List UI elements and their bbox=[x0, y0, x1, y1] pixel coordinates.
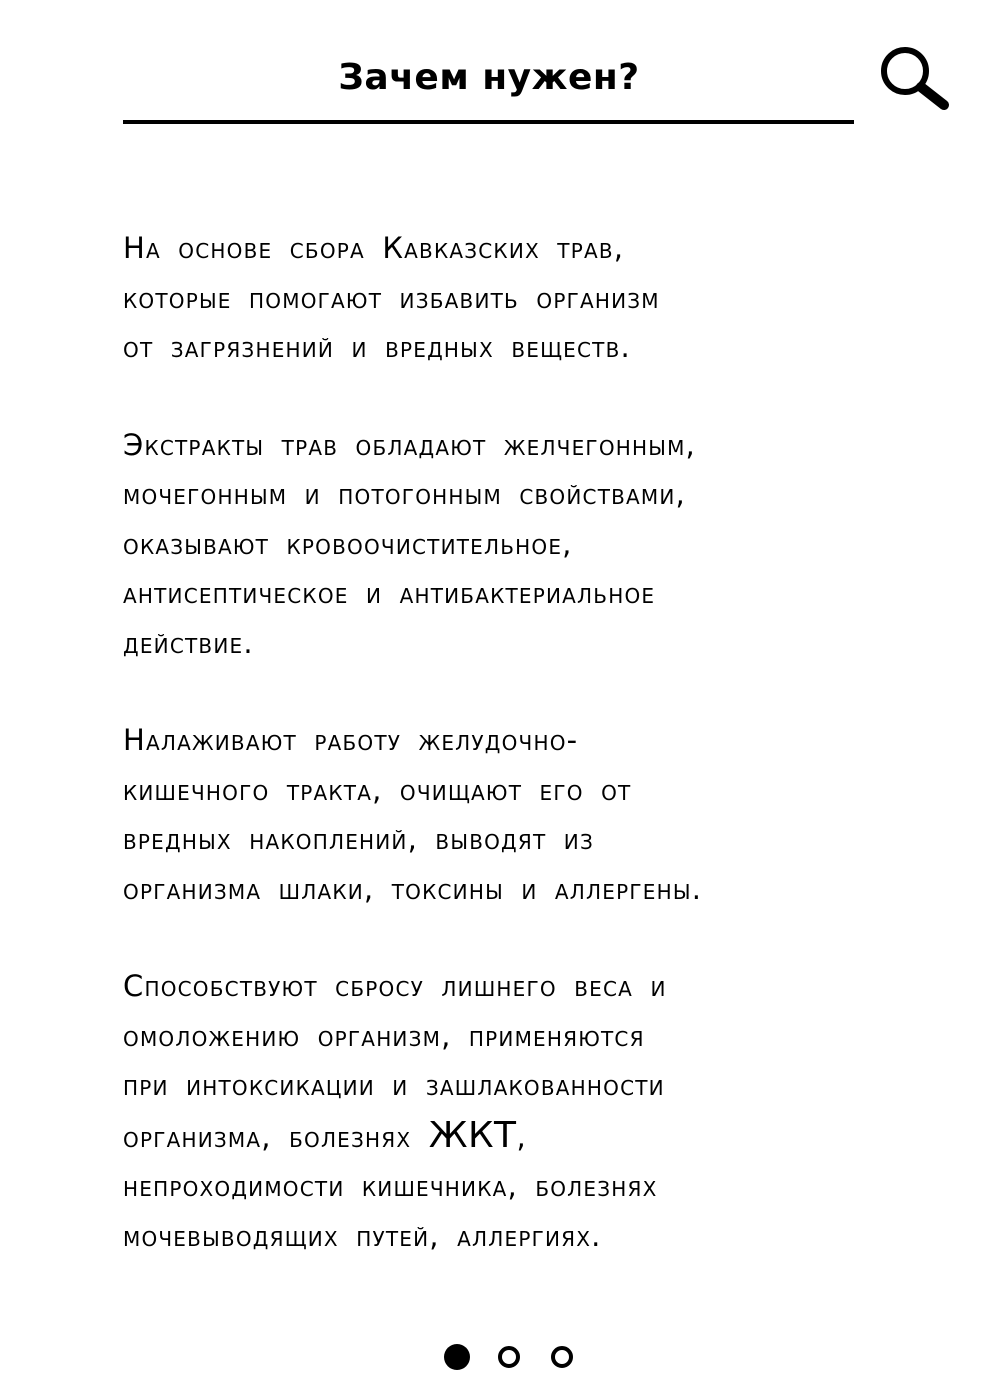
abbreviation-zhkt: ЖКТ bbox=[428, 1114, 517, 1156]
text-line: оказывают кровоочистительное, bbox=[123, 526, 573, 561]
search-button[interactable] bbox=[878, 42, 952, 112]
search-icon bbox=[878, 42, 952, 112]
text-line: вредных накоплений, выводят из bbox=[123, 822, 594, 856]
text-line: На основе сбора Кавказских трав, bbox=[123, 231, 625, 265]
page-dot-2[interactable] bbox=[498, 1346, 520, 1368]
text-line: действие. bbox=[123, 625, 254, 660]
text-fragment: , bbox=[516, 1119, 527, 1154]
text-line: при интоксикации и зашлакованности bbox=[123, 1068, 665, 1102]
text-line-mixed bbox=[123, 1111, 923, 1163]
text-line: мочевыводящих путей, аллергиях. bbox=[123, 1218, 602, 1253]
page-dot-3[interactable] bbox=[551, 1346, 573, 1368]
title-underline bbox=[123, 120, 854, 124]
text-line: Способствуют сбросу лишнего веса и bbox=[123, 969, 667, 1003]
paragraph-2 bbox=[123, 421, 923, 669]
text-line: антисептическое и антибактериальное bbox=[123, 576, 656, 610]
pagination-dots bbox=[438, 1344, 578, 1374]
text-line: Экстракты трав обладают желчегонным, bbox=[123, 427, 696, 462]
page-title: Зачем нужен? bbox=[338, 57, 640, 98]
text-line: организма шлаки, токсины и аллергены. bbox=[123, 871, 703, 906]
text-line: непроходимости кишечника, болезнях bbox=[123, 1169, 658, 1203]
paragraph-3 bbox=[123, 716, 923, 914]
text-line: Налаживают работу желудочно- bbox=[123, 723, 579, 757]
paragraph-1 bbox=[123, 224, 923, 373]
text-line: кишечного тракта, очищают его от bbox=[123, 772, 632, 807]
text-line: которые помогают избавить организм bbox=[123, 280, 660, 315]
text-line: омоложению организм, применяются bbox=[123, 1018, 645, 1053]
page-dot-1-active[interactable] bbox=[444, 1344, 470, 1370]
paragraph-4 bbox=[123, 962, 923, 1261]
text-fragment: организма, болезнях bbox=[123, 1119, 429, 1154]
text-line: мочегонным и потогонным свойствами, bbox=[123, 477, 686, 511]
text-line: от загрязнений и вредных веществ. bbox=[123, 330, 631, 364]
content-text bbox=[123, 224, 923, 1309]
